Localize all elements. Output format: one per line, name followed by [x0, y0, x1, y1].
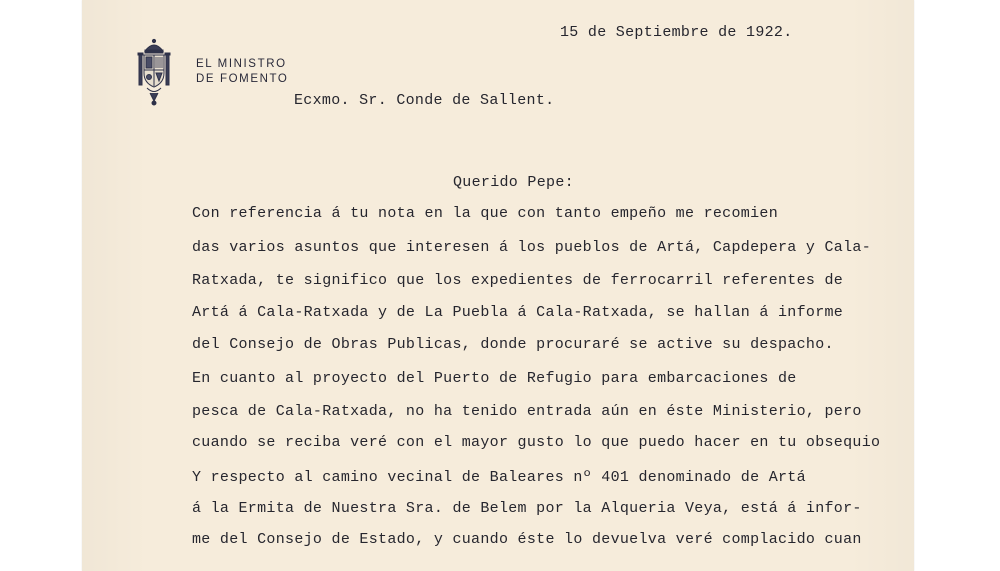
- addressee: Ecxmo. Sr. Conde de Sallent.: [294, 92, 555, 109]
- body-line: cuando se reciba veré con el mayor gusto lo que puedo hacer en tu obsequio: [192, 434, 881, 451]
- body-line: del Consejo de Obras Publicas, donde procuraré se active su despacho.: [192, 336, 834, 353]
- body-line: á la Ermita de Nuestra Sra. de Belem por la Alqueria Veya, está á infor-: [192, 500, 862, 517]
- letter-date: 15 de Septiembre de 1922.: [560, 24, 793, 41]
- letterhead-line-1: EL MINISTRO: [196, 58, 287, 70]
- body-line: me del Consejo de Estado, y cuando éste lo devuelva veré complacido cuan: [192, 531, 862, 548]
- body-line: pesca de Cala-Ratxada, no ha tenido entrada aún en éste Ministerio, pero: [192, 403, 862, 420]
- salutation: Querido Pepe:: [453, 174, 574, 191]
- letterhead: [196, 57, 288, 87]
- body-line: Con referencia á tu nota en la que con tanto empeño me recomien: [192, 205, 778, 222]
- body-line: Y respecto al camino vecinal de Baleares nº 401 denominado de Artá: [192, 469, 806, 486]
- body-line: En cuanto al proyecto del Puerto de Refugio para embarcaciones de: [192, 370, 797, 387]
- letterhead-line-2: DE FOMENTO: [196, 73, 289, 85]
- body-line: Artá á Cala-Ratxada y de La Puebla á Cala-Ratxada, se hallan á informe: [192, 304, 844, 321]
- body-line: das varios asuntos que interesen á los pueblos de Artá, Capdepera y Cala-: [192, 239, 872, 256]
- coat-of-arms-icon: [137, 37, 171, 107]
- body-line: Ratxada, te significo que los expedientes de ferrocarril referentes de: [192, 272, 844, 289]
